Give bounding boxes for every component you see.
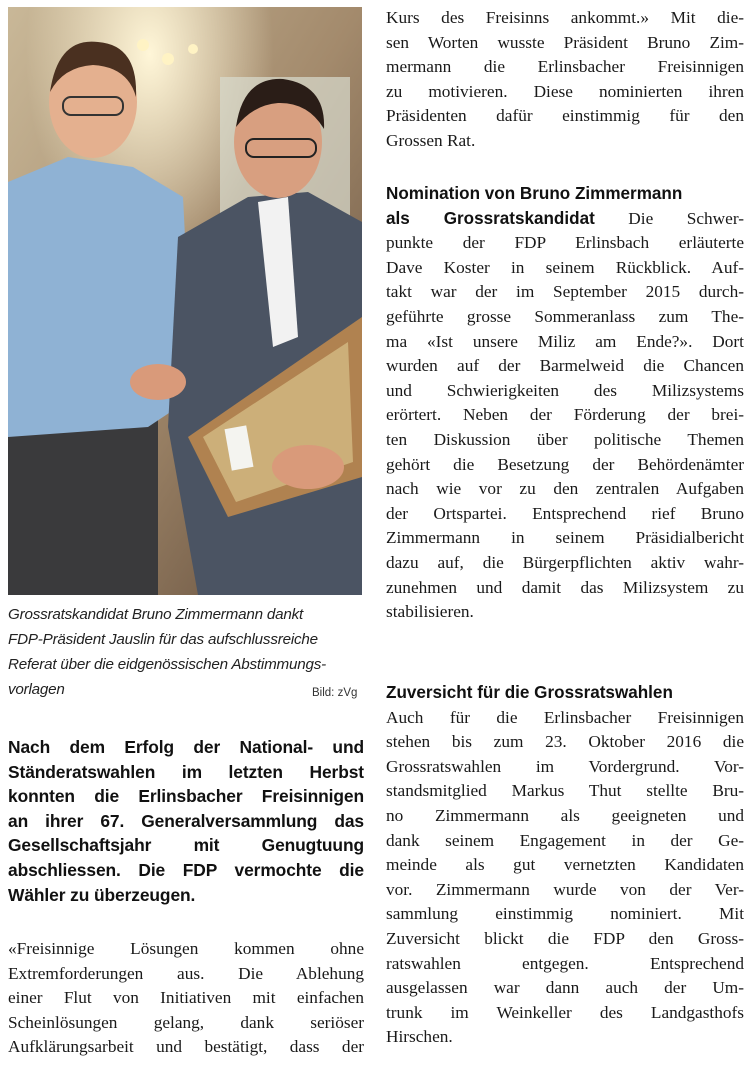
body-line: geführte grosse Sommeranlass zum The-: [386, 306, 744, 326]
body-line: Scheinlösungen gelang, dank seriöser: [8, 1012, 364, 1032]
section-heading: Nomination von Bruno Zimmermann: [386, 184, 683, 203]
caption-line: vorlagen: [8, 681, 65, 698]
body-line: einer Flut von Initiativen mit einfachen: [8, 988, 364, 1008]
body-line: punkte der FDP Erlinsbach erläuterte: [386, 233, 744, 253]
body-line: Extremforderungen aus. Die Ablehung: [8, 963, 364, 983]
body-line: und Schwierigkeiten des Milizsystems: [386, 380, 744, 400]
body-line: Grossratswahlen im Vordergrund. Vor-: [386, 756, 744, 776]
body-line: zu motivieren. Diese nominierten ihren: [386, 81, 744, 101]
body-line: wurden auf der Barmelweid die Chancen: [386, 356, 744, 376]
body-line: ausgelassen war dann auch der Um-: [386, 978, 744, 998]
body-line: [386, 207, 744, 232]
section-heading: als Grossratskandidat: [386, 208, 595, 228]
body-line: nach wie vor zu den zentralen Aufgaben: [386, 479, 744, 499]
body-line: ma «Ist unsere Miliz am Ende?». Dort: [386, 331, 744, 351]
body-line: takt war der im September 2015 durch-: [386, 282, 744, 302]
body-line: vor. Zimmermann wurde von der Ver-: [386, 879, 744, 899]
lead-line: an ihrer 67. Generalversammlung das: [8, 810, 364, 831]
body-line: Zimmermann in seinem Präsidialbericht: [386, 528, 744, 548]
photo-credit: Bild: zVg: [312, 687, 358, 699]
body-line: dank seinem Engagement in der Ge-: [386, 830, 744, 850]
lead-line: Ständeratswahlen im letzten Herbst: [8, 761, 364, 782]
body-line: erörtert. Neben der Förderung der brei-: [386, 405, 744, 425]
caption-line: FDP-Präsident Jauslin für das aufschlussreiche: [8, 631, 318, 648]
lead-line: Gesellschaftsjahr mit Genugtuung: [8, 835, 364, 856]
body-line: Kurs des Freisinns ankommt.» Mit die-: [386, 8, 744, 27]
lead-line: abschliessen. Die FDP vermochte die: [8, 859, 364, 880]
body-line: meinde als gut vernetzten Kandidaten: [386, 855, 744, 875]
body-line: zunehmen und damit das Milizsystem zu: [386, 577, 744, 597]
body-line: standsmitglied Markus Thut stellte Bru-: [386, 781, 744, 801]
section-heading: Zuversicht für die Grossratswahlen: [386, 683, 673, 702]
body-line: Auch für die Erlinsbacher Freisinnigen: [386, 707, 744, 727]
body-text: Die Schwer-: [594, 208, 744, 228]
lead-line: Nach dem Erfolg der National- und: [8, 737, 364, 757]
body-line: Dave Koster in seinem Rückblick. Auf-: [386, 257, 744, 277]
continuation-paragraph: [386, 6, 744, 154]
photo-caption: [8, 602, 364, 702]
body-line: trunk im Weinkeller des Landgasthofs: [386, 1002, 744, 1022]
body-line: no Zimmermann als geeigneten und: [386, 805, 744, 825]
body-line: mermann die Erlinsbacher Freisinnigen: [386, 57, 744, 77]
body-line: ten Diskussion über politische Themen: [386, 429, 744, 449]
section-grossratswahlen: [386, 681, 744, 1050]
section-nomination: [386, 182, 744, 625]
lead-line: Wähler zu überzeugen.: [8, 884, 196, 905]
body-line: dazu auf, die Bürgerpflichten aktiv wahr-: [386, 552, 744, 572]
body-line: Grossen Rat.: [386, 130, 476, 150]
intro-paragraph: [8, 937, 364, 1060]
body-line: Aufklärungsarbeit und bestätigt, dass der: [8, 1037, 364, 1057]
body-line: Hirschen.: [386, 1027, 453, 1047]
body-line: gehört die Besetzung der Behördenämter: [386, 454, 744, 474]
caption-line: Referat über die eidgenössischen Abstimmungs-: [8, 656, 326, 673]
photo-illustration: [8, 7, 362, 595]
lead-line: konnten die Erlinsbacher Freisinnigen: [8, 786, 364, 807]
article-lead: [8, 735, 364, 907]
body-line: Zuversicht blickt die FDP den Gross-: [386, 928, 744, 948]
body-line: stabilisieren.: [386, 602, 474, 622]
body-line: «Freisinnige Lösungen kommen ohne: [8, 939, 364, 958]
body-line: der Ortspartei. Entsprechend rief Bruno: [386, 503, 744, 523]
body-line: sen Worten wusste Präsident Bruno Zim-: [386, 32, 744, 52]
body-line: ratswahlen entgegen. Entsprechend: [386, 953, 744, 973]
caption-line: Grossratskandidat Bruno Zimmermann dankt: [8, 606, 304, 623]
body-line: stehen bis zum 23. Oktober 2016 die: [386, 732, 744, 752]
body-line: sammlung einstimmig nominiert. Mit: [386, 904, 744, 924]
article-photo: [8, 7, 362, 595]
body-line: Präsidenten dafür einstimmig für den: [386, 106, 744, 126]
